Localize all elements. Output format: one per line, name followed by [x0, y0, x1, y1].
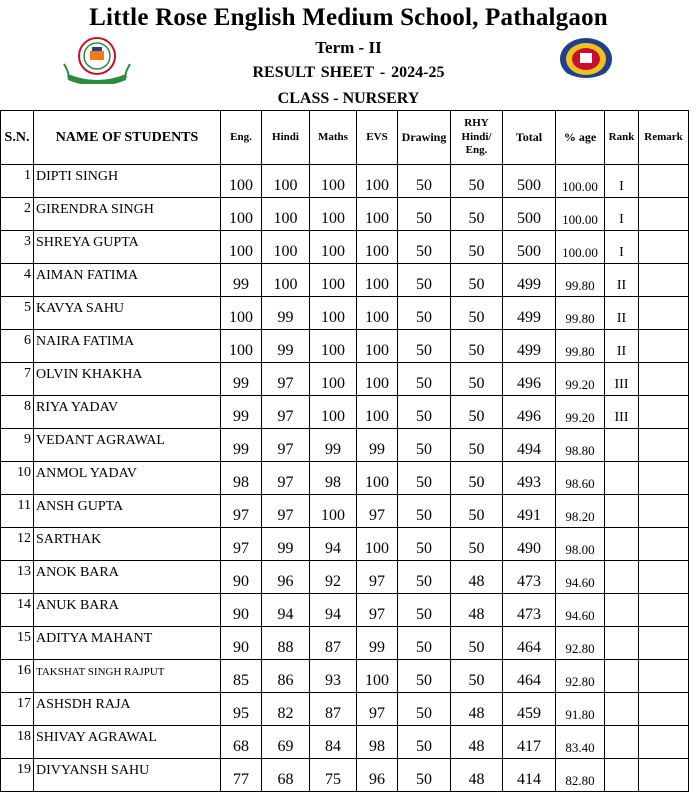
cell-name: NAIRA FATIMA [34, 330, 221, 363]
cell-evs: 100 [357, 297, 398, 330]
cell-evs: 97 [357, 693, 398, 726]
cell-total: 499 [503, 297, 556, 330]
cell-hindi: 100 [262, 231, 310, 264]
cell-sn: 13 [1, 561, 34, 594]
cell-remark [639, 297, 689, 330]
cell-remark [639, 660, 689, 693]
cell-rank [605, 660, 639, 693]
cell-maths: 100 [310, 231, 357, 264]
cell-evs: 97 [357, 594, 398, 627]
cell-drawing: 50 [398, 396, 451, 429]
cell-eng: 77 [221, 759, 262, 792]
cell-rhy: 48 [451, 594, 503, 627]
cell-pct: 91.80 [556, 693, 605, 726]
cell-maths: 87 [310, 627, 357, 660]
cell-sn: 14 [1, 594, 34, 627]
cell-maths: 99 [310, 429, 357, 462]
cell-pct: 92.80 [556, 627, 605, 660]
cell-total: 417 [503, 726, 556, 759]
cell-rhy: 50 [451, 528, 503, 561]
cell-name: ANMOL YADAV [34, 462, 221, 495]
col-maths-header: Maths [310, 111, 357, 165]
cell-rhy: 50 [451, 264, 503, 297]
cell-hindi: 96 [262, 561, 310, 594]
table-row [1, 495, 689, 528]
cell-name: ANSH GUPTA [34, 495, 221, 528]
cell-maths: 100 [310, 396, 357, 429]
cell-eng: 97 [221, 528, 262, 561]
cell-sn: 17 [1, 693, 34, 726]
cell-maths: 94 [310, 528, 357, 561]
cell-eng: 100 [221, 330, 262, 363]
cell-hindi: 99 [262, 528, 310, 561]
cell-drawing: 50 [398, 495, 451, 528]
cell-eng: 90 [221, 627, 262, 660]
cell-total: 414 [503, 759, 556, 792]
table-row [1, 363, 689, 396]
cell-name: ANOK BARA [34, 561, 221, 594]
cell-maths: 93 [310, 660, 357, 693]
cell-drawing: 50 [398, 363, 451, 396]
table-row [1, 297, 689, 330]
cell-hindi: 69 [262, 726, 310, 759]
table-row [1, 462, 689, 495]
table-row [1, 693, 689, 726]
cell-total: 464 [503, 627, 556, 660]
cell-sn: 5 [1, 297, 34, 330]
class-title: CLASS - NURSERY [277, 90, 420, 107]
cell-total: 491 [503, 495, 556, 528]
cell-total: 499 [503, 264, 556, 297]
cell-pct: 92.80 [556, 660, 605, 693]
cell-name: SHIVAY AGRAWAL [34, 726, 221, 759]
cell-sn: 9 [1, 429, 34, 462]
cell-maths: 98 [310, 462, 357, 495]
cell-eng: 68 [221, 726, 262, 759]
cell-sn: 8 [1, 396, 34, 429]
cell-drawing: 50 [398, 528, 451, 561]
cell-hindi: 100 [262, 198, 310, 231]
cell-sn: 11 [1, 495, 34, 528]
table-row [1, 429, 689, 462]
col-eng-header: Eng. [221, 111, 262, 165]
cell-rank: I [605, 165, 639, 198]
cell-maths: 92 [310, 561, 357, 594]
cell-evs: 100 [357, 528, 398, 561]
cell-rhy: 48 [451, 693, 503, 726]
cell-drawing: 50 [398, 759, 451, 792]
cell-drawing: 50 [398, 231, 451, 264]
cell-remark [639, 231, 689, 264]
cell-hindi: 99 [262, 297, 310, 330]
cell-remark [639, 264, 689, 297]
cell-hindi: 97 [262, 363, 310, 396]
cell-evs: 100 [357, 363, 398, 396]
cell-name: ADITYA MAHANT [34, 627, 221, 660]
cell-eng: 100 [221, 297, 262, 330]
col-sn-header: S.N. [1, 111, 34, 165]
cell-rhy: 48 [451, 561, 503, 594]
cell-sn: 10 [1, 462, 34, 495]
school-name: Little Rose English Medium School, Pathalgaon [89, 4, 608, 31]
cell-drawing: 50 [398, 198, 451, 231]
table-row [1, 561, 689, 594]
cell-drawing: 50 [398, 165, 451, 198]
cell-pct: 98.80 [556, 429, 605, 462]
cell-maths: 84 [310, 726, 357, 759]
cell-total: 473 [503, 594, 556, 627]
cell-sn: 19 [1, 759, 34, 792]
cell-hindi: 86 [262, 660, 310, 693]
cell-name: ASHSDH RAJA [34, 693, 221, 726]
cell-hindi: 99 [262, 330, 310, 363]
term-title: Term - II [315, 38, 382, 57]
cell-name: DIVYANSH SAHU [34, 759, 221, 792]
cell-rhy: 50 [451, 330, 503, 363]
cell-rhy: 50 [451, 627, 503, 660]
cell-name: KAVYA SAHU [34, 297, 221, 330]
cell-rhy: 50 [451, 396, 503, 429]
table-row [1, 231, 689, 264]
cell-hindi: 97 [262, 396, 310, 429]
table-row [1, 759, 689, 792]
cell-sn: 1 [1, 165, 34, 198]
table-row [1, 396, 689, 429]
cell-maths: 100 [310, 198, 357, 231]
cell-maths: 75 [310, 759, 357, 792]
cell-name: RIYA YADAV [34, 396, 221, 429]
cell-name: TAKSHAT SINGH RAJPUT [34, 660, 221, 693]
cell-rank [605, 594, 639, 627]
cell-total: 496 [503, 363, 556, 396]
cell-sn: 7 [1, 363, 34, 396]
cell-evs: 100 [357, 330, 398, 363]
cell-sn: 4 [1, 264, 34, 297]
table-row [1, 198, 689, 231]
cell-maths: 94 [310, 594, 357, 627]
table-row [1, 627, 689, 660]
cell-drawing: 50 [398, 429, 451, 462]
cell-name: AIMAN FATIMA [34, 264, 221, 297]
cell-hindi: 94 [262, 594, 310, 627]
cell-rank: I [605, 231, 639, 264]
cell-maths: 100 [310, 165, 357, 198]
cell-rhy: 50 [451, 462, 503, 495]
cell-rhy: 48 [451, 759, 503, 792]
cell-pct: 83.40 [556, 726, 605, 759]
cell-maths: 100 [310, 330, 357, 363]
cell-pct: 99.80 [556, 297, 605, 330]
cell-rank: II [605, 264, 639, 297]
cell-sn: 12 [1, 528, 34, 561]
cell-eng: 95 [221, 693, 262, 726]
cell-hindi: 88 [262, 627, 310, 660]
cell-name: GIRENDRA SINGH [34, 198, 221, 231]
cell-evs: 99 [357, 627, 398, 660]
cell-evs: 100 [357, 660, 398, 693]
cell-pct: 100.00 [556, 231, 605, 264]
table-row [1, 528, 689, 561]
cell-remark [639, 528, 689, 561]
cell-pct: 99.80 [556, 330, 605, 363]
cell-total: 473 [503, 561, 556, 594]
cell-hindi: 97 [262, 462, 310, 495]
cell-rank: II [605, 297, 639, 330]
cell-total: 493 [503, 462, 556, 495]
result-table [0, 110, 689, 792]
cell-remark [639, 693, 689, 726]
cell-name: SHREYA GUPTA [34, 231, 221, 264]
cell-name: DIPTI SINGH [34, 165, 221, 198]
cell-rhy: 50 [451, 297, 503, 330]
table-row [1, 660, 689, 693]
cell-name: SARTHAK [34, 528, 221, 561]
cell-evs: 99 [357, 429, 398, 462]
cell-maths: 100 [310, 297, 357, 330]
cell-eng: 99 [221, 429, 262, 462]
cell-remark [639, 495, 689, 528]
cell-drawing: 50 [398, 660, 451, 693]
cell-pct: 94.60 [556, 561, 605, 594]
table-row [1, 594, 689, 627]
cell-eng: 99 [221, 363, 262, 396]
cell-rank [605, 726, 639, 759]
cell-rank: III [605, 363, 639, 396]
cell-remark [639, 759, 689, 792]
cell-drawing: 50 [398, 330, 451, 363]
cell-pct: 82.80 [556, 759, 605, 792]
col-name-header: NAME OF STUDENTS [34, 111, 221, 165]
cell-evs: 96 [357, 759, 398, 792]
cell-sn: 18 [1, 726, 34, 759]
cell-maths: 87 [310, 693, 357, 726]
cell-evs: 100 [357, 396, 398, 429]
col-evs-header: EVS [357, 111, 398, 165]
cell-evs: 97 [357, 561, 398, 594]
col-pct-header: % age [556, 111, 605, 165]
cell-pct: 98.60 [556, 462, 605, 495]
cell-pct: 99.80 [556, 264, 605, 297]
cell-rhy: 50 [451, 660, 503, 693]
cell-eng: 97 [221, 495, 262, 528]
cell-rhy: 50 [451, 495, 503, 528]
cell-rhy: 50 [451, 231, 503, 264]
cell-drawing: 50 [398, 264, 451, 297]
cell-sn: 3 [1, 231, 34, 264]
col-total-header: Total [503, 111, 556, 165]
cell-rank [605, 561, 639, 594]
cell-evs: 100 [357, 165, 398, 198]
table-row [1, 165, 689, 198]
cell-pct: 99.20 [556, 396, 605, 429]
cell-maths: 100 [310, 363, 357, 396]
cell-sn: 6 [1, 330, 34, 363]
table-row [1, 330, 689, 363]
cell-pct: 98.00 [556, 528, 605, 561]
cell-eng: 98 [221, 462, 262, 495]
cell-remark [639, 165, 689, 198]
cell-hindi: 100 [262, 165, 310, 198]
cell-hindi: 97 [262, 429, 310, 462]
cell-remark [639, 462, 689, 495]
cell-rank: I [605, 198, 639, 231]
cell-remark [639, 627, 689, 660]
cell-eng: 85 [221, 660, 262, 693]
cell-hindi: 82 [262, 693, 310, 726]
cell-hindi: 97 [262, 495, 310, 528]
result-sheet-title: RESULT SHEET - 2024-25 [252, 64, 445, 81]
table-row [1, 726, 689, 759]
cell-rhy: 50 [451, 363, 503, 396]
cell-total: 464 [503, 660, 556, 693]
cell-evs: 100 [357, 264, 398, 297]
cell-remark [639, 594, 689, 627]
cell-rank [605, 528, 639, 561]
cell-drawing: 50 [398, 726, 451, 759]
cell-total: 490 [503, 528, 556, 561]
cell-rank [605, 462, 639, 495]
cell-eng: 100 [221, 198, 262, 231]
cell-hindi: 68 [262, 759, 310, 792]
cell-maths: 100 [310, 264, 357, 297]
cell-name: ANUK BARA [34, 594, 221, 627]
cell-eng: 99 [221, 396, 262, 429]
cell-remark [639, 198, 689, 231]
cell-sn: 16 [1, 660, 34, 693]
cell-sn: 15 [1, 627, 34, 660]
cell-pct: 100.00 [556, 198, 605, 231]
cell-pct: 98.20 [556, 495, 605, 528]
cell-pct: 99.20 [556, 363, 605, 396]
cell-sn: 2 [1, 198, 34, 231]
cell-evs: 98 [357, 726, 398, 759]
cell-total: 499 [503, 330, 556, 363]
cell-hindi: 100 [262, 264, 310, 297]
cell-total: 500 [503, 165, 556, 198]
cell-rhy: 50 [451, 165, 503, 198]
cell-name: VEDANT AGRAWAL [34, 429, 221, 462]
cell-evs: 100 [357, 231, 398, 264]
cell-evs: 97 [357, 495, 398, 528]
cell-remark [639, 561, 689, 594]
cell-remark [639, 429, 689, 462]
cell-eng: 90 [221, 561, 262, 594]
cell-rank: II [605, 330, 639, 363]
cell-pct: 94.60 [556, 594, 605, 627]
cell-evs: 100 [357, 198, 398, 231]
cell-drawing: 50 [398, 693, 451, 726]
cell-rank [605, 429, 639, 462]
cell-maths: 100 [310, 495, 357, 528]
col-hindi-header: Hindi [262, 111, 310, 165]
cell-remark [639, 363, 689, 396]
cell-eng: 100 [221, 165, 262, 198]
cell-evs: 100 [357, 462, 398, 495]
cell-remark [639, 330, 689, 363]
cell-drawing: 50 [398, 561, 451, 594]
cell-total: 494 [503, 429, 556, 462]
cell-rank: III [605, 396, 639, 429]
cell-remark [639, 396, 689, 429]
cell-name: OLVIN KHAKHA [34, 363, 221, 396]
cell-rhy: 50 [451, 198, 503, 231]
cell-rank [605, 759, 639, 792]
col-drawing-header: Drawing [398, 111, 451, 165]
cell-total: 500 [503, 198, 556, 231]
cell-total: 500 [503, 231, 556, 264]
cell-drawing: 50 [398, 462, 451, 495]
table-row [1, 264, 689, 297]
cell-eng: 100 [221, 231, 262, 264]
cell-eng: 99 [221, 264, 262, 297]
cell-rhy: 48 [451, 726, 503, 759]
cell-drawing: 50 [398, 297, 451, 330]
cell-drawing: 50 [398, 627, 451, 660]
col-rhy-header: RHY Hindi/ Eng. [451, 111, 503, 165]
cell-rank [605, 693, 639, 726]
cell-total: 496 [503, 396, 556, 429]
cell-pct: 100.00 [556, 165, 605, 198]
cell-rank [605, 495, 639, 528]
cell-drawing: 50 [398, 594, 451, 627]
cell-eng: 90 [221, 594, 262, 627]
header-row [1, 111, 689, 165]
cell-remark [639, 726, 689, 759]
cell-rhy: 50 [451, 429, 503, 462]
cell-rank [605, 627, 639, 660]
col-remark-header: Remark [639, 111, 689, 165]
col-rank-header: Rank [605, 111, 639, 165]
cell-total: 459 [503, 693, 556, 726]
